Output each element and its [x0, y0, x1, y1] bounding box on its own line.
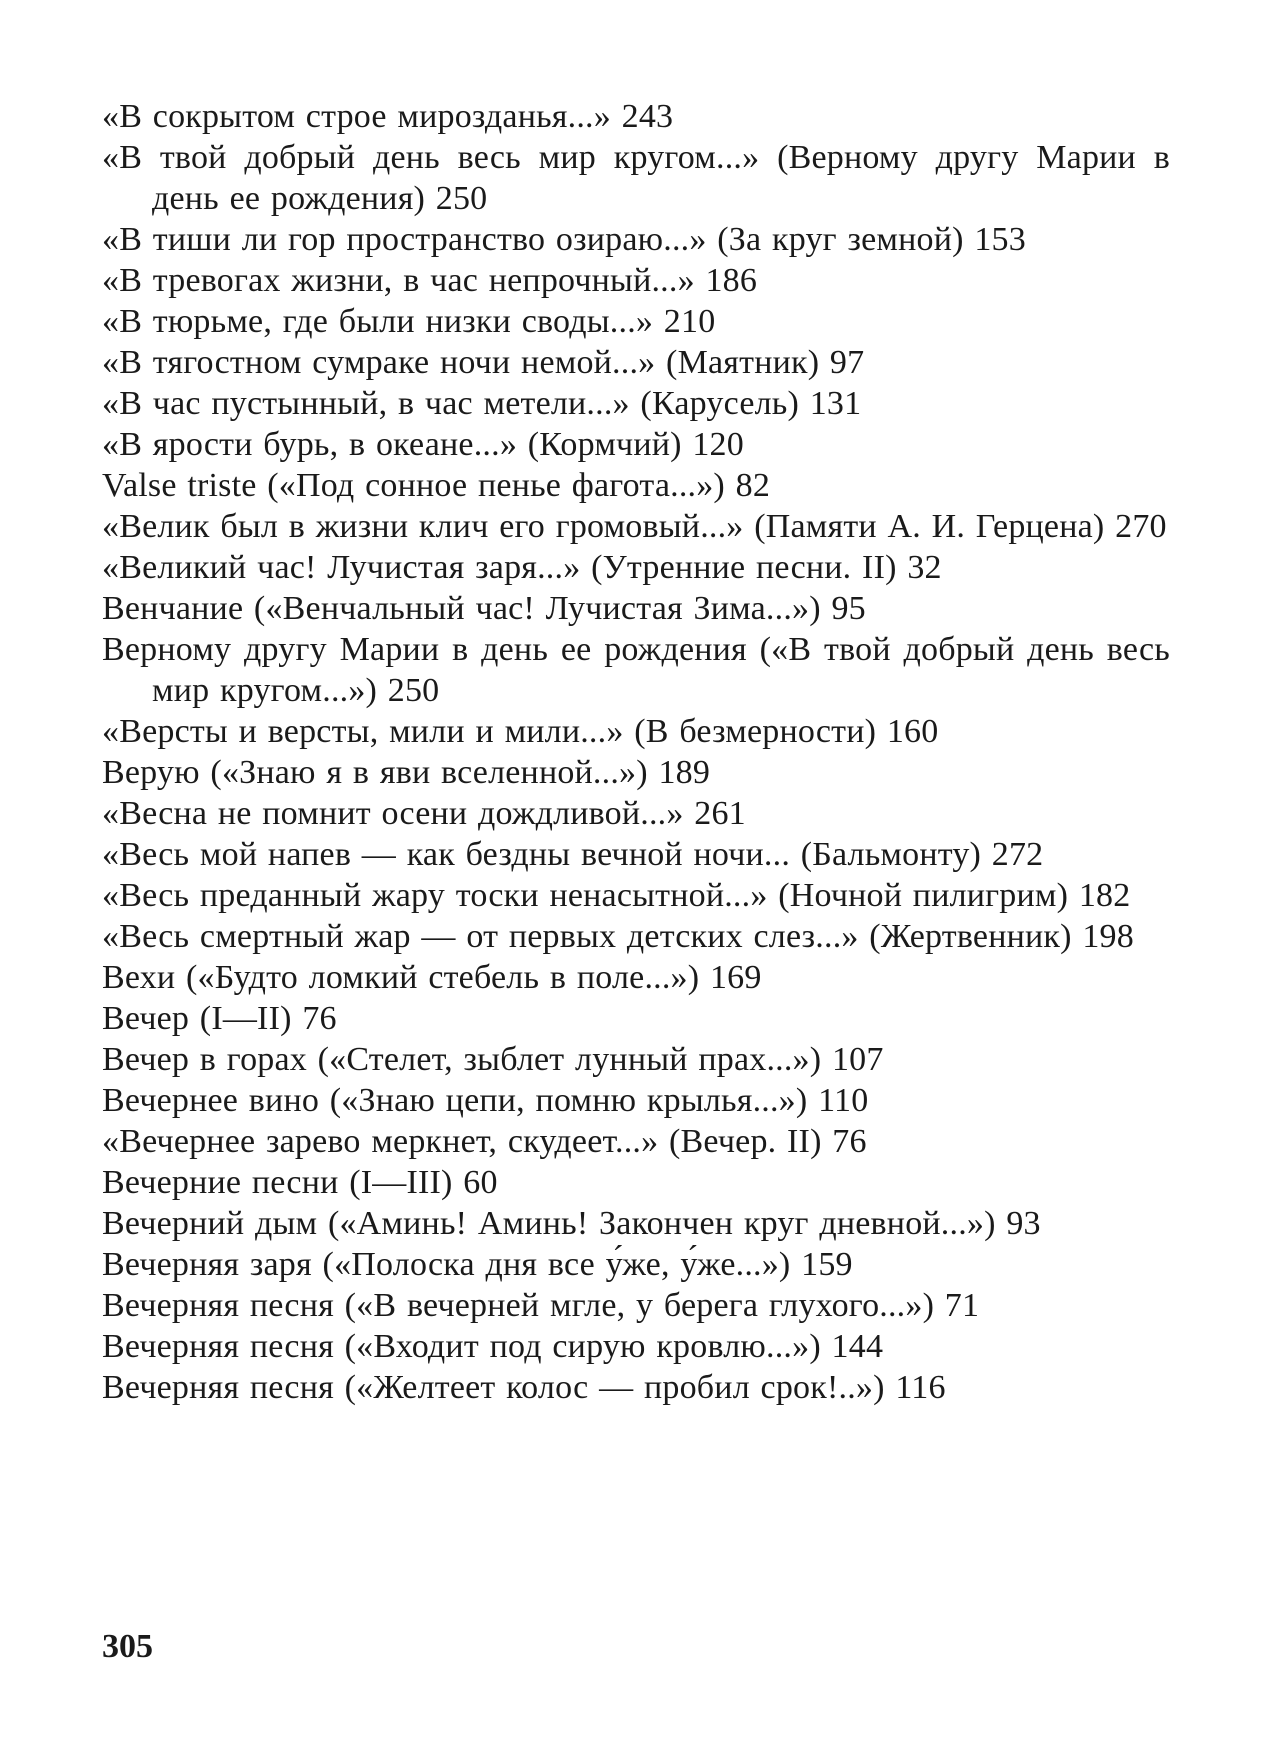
index-entry: «В час пустынный, в час метели...» (Карусель) 131 [102, 385, 862, 422]
index-entry: Вечерняя песня («В вечерней мгле, у берега глухого...») 71 [102, 1287, 980, 1324]
index-entry: Верую («Знаю я в яви вселенной...») 189 [102, 754, 711, 791]
page-number: 305 [102, 1628, 153, 1665]
index-entry: Вехи («Будто ломкий стебель в поле...») 169 [102, 959, 762, 996]
index-entry: Valse triste («Под сонное пенье фагота...») 82 [102, 467, 771, 504]
index-entry: Вечерний дым («Аминь! Аминь! Закончен круг дневной...») 93 [102, 1205, 1041, 1242]
index-entry: «Вечернее зарево меркнет, скудеет...» (Вечер. II) 76 [102, 1123, 867, 1160]
index-entry: «В твой добрый день весь мир кругом...» (Верному другу Марии в день ее рождения) 250 [102, 139, 1170, 217]
index-entry: «Версты и версты, мили и мили...» (В безмерности) 160 [102, 713, 939, 750]
index-entry: «Весь мой напев — как бездны вечной ночи... (Бальмонту) 272 [102, 836, 1044, 873]
index-entry: «В сокрытом строе мирозданья...» 243 [102, 98, 674, 135]
index-entry: «В тревогах жизни, в час непрочный...» 186 [102, 262, 758, 299]
index-entry: Вечерняя заря («Полоска дня все у́же, у́же...») 159 [102, 1246, 853, 1283]
index-entry: Верному другу Марии в день ее рождения («В твой добрый день весь мир кругом...») 250 [102, 631, 1170, 709]
index-list [102, 96, 1170, 1408]
index-entry: Вечер (I—II) 76 [102, 1000, 337, 1037]
index-entry: «В тиши ли гор пространство озираю...» (За круг земной) 153 [102, 221, 1026, 258]
index-entry: Вечерняя песня («Входит под сирую кровлю...») 144 [102, 1328, 884, 1365]
index-entry: Вечер в горах («Стелет, зыблет лунный прах...») 107 [102, 1041, 884, 1078]
index-entry: Вечернее вино («Знаю цепи, помню крылья...») 110 [102, 1082, 869, 1119]
index-entry: «В ярости бурь, в океане...» (Кормчий) 120 [102, 426, 744, 463]
index-entry: «Весна не помнит осени дождливой...» 261 [102, 795, 746, 832]
index-entry: Венчание («Венчальный час! Лучистая Зима...») 95 [102, 590, 866, 627]
index-entry: Вечерняя песня («Желтеет колос — пробил срок!..») 116 [102, 1369, 946, 1406]
index-entry: Вечерние песни (I—III) 60 [102, 1164, 498, 1201]
index-entry: «В тюрьме, где были низки своды...» 210 [102, 303, 716, 340]
index-entry: «Весь смертный жар — от первых детских слез...» (Жертвенник) 198 [102, 918, 1134, 955]
index-entry: «Велик был в жизни клич его громовый...» (Памяти А. И. Герцена) 270 [102, 508, 1167, 545]
index-entry: «В тягостном сумраке ночи немой...» (Маятник) 97 [102, 344, 865, 381]
index-entry: «Весь преданный жару тоски ненасытной...» (Ночной пилигрим) 182 [102, 877, 1131, 914]
index-entry: «Великий час! Лучистая заря...» (Утренние песни. II) 32 [102, 549, 942, 586]
